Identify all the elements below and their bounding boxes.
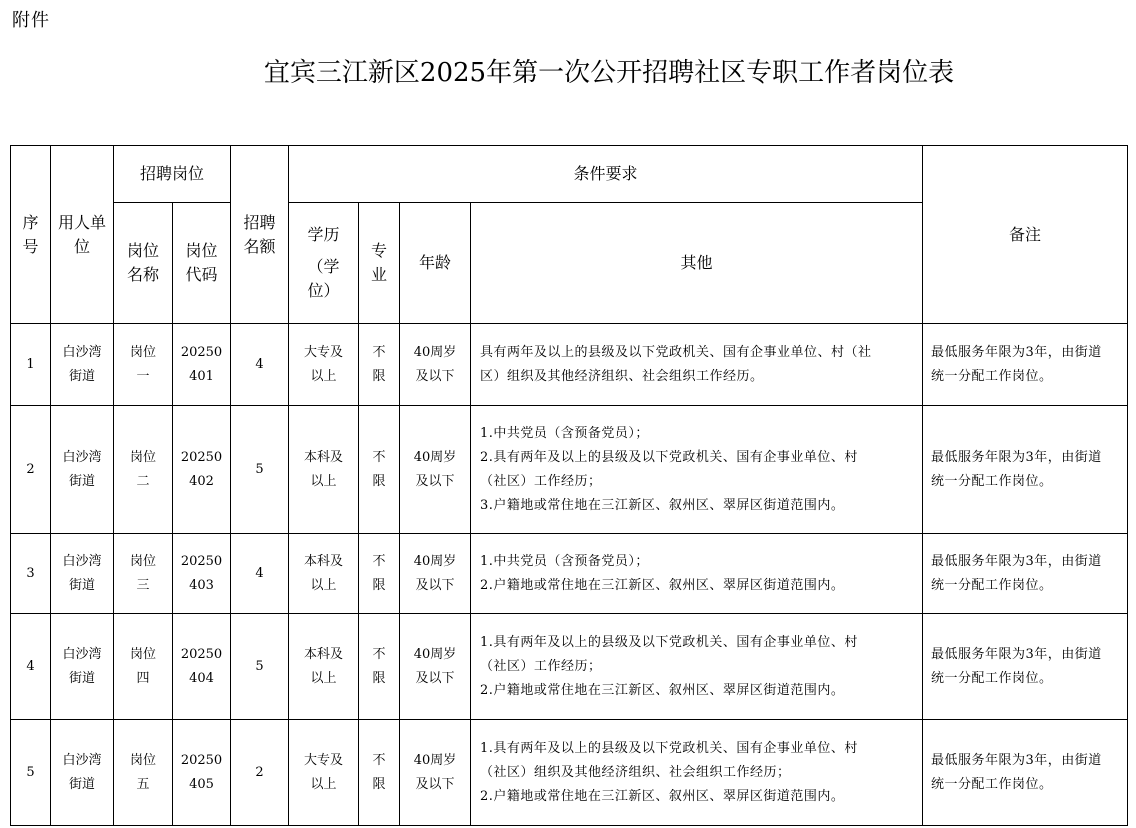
cell-other: 1.具有两年及以上的县级及以下党政机关、国有企事业单位、村 （社区）组织及其他经济组织、社会组织工作经历； 2.户籍地或常住地在三江新区、叙州区、翠屏区街道范围内。: [471, 720, 923, 826]
header-seq: 序 号: [11, 146, 51, 324]
table-row: [11, 324, 1128, 406]
cell-major: 不 限: [359, 534, 400, 614]
header-quota: 招聘 名额: [231, 146, 289, 324]
cell-other: 1.中共党员（含预备党员）； 2.户籍地或常住地在三江新区、叙州区、翠屏区街道范围内。: [471, 534, 923, 614]
cell-position-name: 岗位 一: [114, 324, 173, 406]
header-education: 学历 （学 位）: [289, 203, 359, 324]
cell-other: 1.具有两年及以上的县级及以下党政机关、国有企事业单位、村 （社区）工作经历； 2.户籍地或常住地在三江新区、叙州区、翠屏区街道范围内。: [471, 614, 923, 720]
header-position-code: 岗位 代码: [173, 203, 231, 324]
header-unit: 用人单 位: [51, 146, 114, 324]
header-age: 年龄: [400, 203, 471, 324]
cell-unit: 白沙湾 街道: [51, 614, 114, 720]
cell-unit: 白沙湾 街道: [51, 534, 114, 614]
cell-age: 40周岁 及以下: [400, 324, 471, 406]
header-position-name: 岗位 名称: [114, 203, 173, 324]
cell-position-name: 岗位 五: [114, 720, 173, 826]
cell-age: 40周岁 及以下: [400, 614, 471, 720]
cell-unit: 白沙湾 街道: [51, 720, 114, 826]
cell-education: 本科及 以上: [289, 614, 359, 720]
cell-position-code: 20250 402: [173, 406, 231, 534]
cell-remarks: 最低服务年限为3年，由街道 统一分配工作岗位。: [923, 406, 1128, 534]
table-row: [11, 406, 1128, 534]
attachment-label: 附件: [12, 10, 50, 31]
cell-seq: 3: [11, 534, 51, 614]
header-position-group: 招聘岗位: [114, 146, 231, 203]
header-other: 其他: [471, 203, 923, 324]
cell-seq: 2: [11, 406, 51, 534]
cell-other: 1.中共党员（含预备党员）； 2.具有两年及以上的县级及以下党政机关、国有企事业单位、村 （社区）工作经历； 3.户籍地或常住地在三江新区、叙州区、翠屏区街道范围内。: [471, 406, 923, 534]
cell-seq: 4: [11, 614, 51, 720]
cell-education: 大专及 以上: [289, 324, 359, 406]
cell-remarks: 最低服务年限为3年，由街道 统一分配工作岗位。: [923, 324, 1128, 406]
table-row: [11, 534, 1128, 614]
table-row: [11, 614, 1128, 720]
cell-education: 大专及 以上: [289, 720, 359, 826]
cell-age: 40周岁 及以下: [400, 720, 471, 826]
cell-seq: 5: [11, 720, 51, 826]
cell-seq: 1: [11, 324, 51, 406]
cell-quota: 5: [231, 614, 289, 720]
cell-position-name: 岗位 二: [114, 406, 173, 534]
cell-quota: 2: [231, 720, 289, 826]
header-remarks: 备注: [923, 146, 1128, 324]
cell-remarks: 最低服务年限为3年，由街道 统一分配工作岗位。: [923, 614, 1128, 720]
cell-remarks: 最低服务年限为3年，由街道 统一分配工作岗位。: [923, 534, 1128, 614]
cell-education: 本科及 以上: [289, 534, 359, 614]
cell-quota: 4: [231, 324, 289, 406]
recruitment-table: [10, 145, 1128, 826]
header-requirements-group: 条件要求: [289, 146, 923, 203]
table-row: [11, 720, 1128, 826]
cell-other: 具有两年及以上的县级及以下党政机关、国有企事业单位、村（社 区）组织及其他经济组织、社会组织工作经历。: [471, 324, 923, 406]
page-title: 宜宾三江新区2025年第一次公开招聘社区专职工作者岗位表: [263, 58, 955, 88]
cell-age: 40周岁 及以下: [400, 406, 471, 534]
cell-unit: 白沙湾 街道: [51, 406, 114, 534]
cell-education: 本科及 以上: [289, 406, 359, 534]
header-major: 专 业: [359, 203, 400, 324]
cell-quota: 4: [231, 534, 289, 614]
cell-position-name: 岗位 四: [114, 614, 173, 720]
cell-position-name: 岗位 三: [114, 534, 173, 614]
table-body: [11, 324, 1128, 826]
cell-major: 不 限: [359, 324, 400, 406]
cell-position-code: 20250 404: [173, 614, 231, 720]
cell-quota: 5: [231, 406, 289, 534]
cell-position-code: 20250 403: [173, 534, 231, 614]
cell-major: 不 限: [359, 406, 400, 534]
cell-remarks: 最低服务年限为3年，由街道 统一分配工作岗位。: [923, 720, 1128, 826]
cell-major: 不 限: [359, 614, 400, 720]
table-header: [11, 146, 1128, 324]
cell-major: 不 限: [359, 720, 400, 826]
cell-position-code: 20250 401: [173, 324, 231, 406]
cell-position-code: 20250 405: [173, 720, 231, 826]
cell-age: 40周岁 及以下: [400, 534, 471, 614]
cell-unit: 白沙湾 街道: [51, 324, 114, 406]
